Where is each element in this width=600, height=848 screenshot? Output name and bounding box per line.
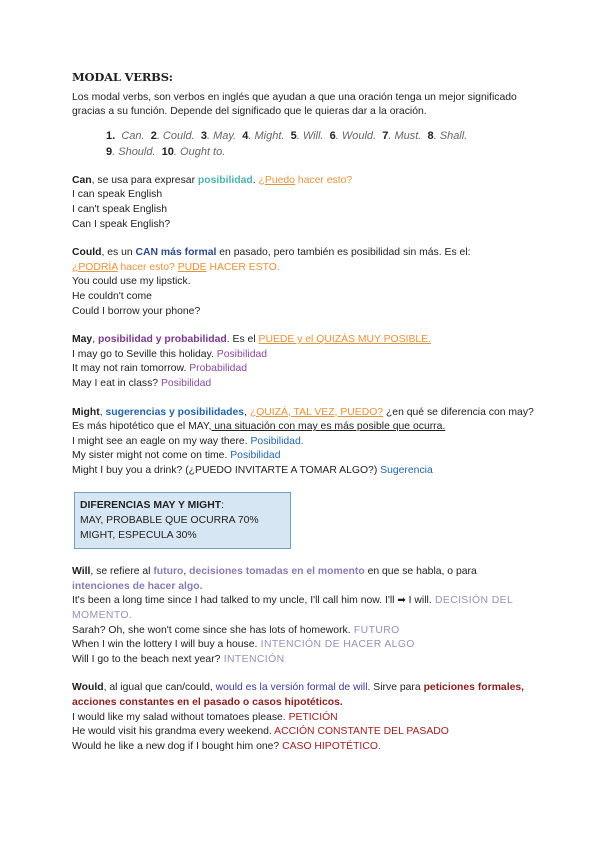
list-number: 3 (200, 129, 207, 142)
would-text: , al igual que can/could, (103, 682, 216, 694)
will-highlight: intenciones de hacer algo. (72, 580, 203, 592)
may-word: May (72, 334, 93, 346)
example-text: May I eat in class? (72, 377, 159, 389)
list-number: 4 (242, 129, 249, 142)
could-example-2: He couldn't come (72, 290, 152, 302)
would-highlight: would es la versión formal de will (215, 682, 368, 694)
example-text: I may go to Seville this holiday. (72, 348, 214, 360)
can-question-underlined: Puedo (264, 174, 295, 186)
list-number: 9 (106, 145, 113, 158)
could-text: , es un (101, 247, 136, 259)
might-example-1 (72, 435, 534, 450)
box-heading-colon: : (221, 500, 224, 512)
would-text: . Sirve para (367, 682, 424, 694)
will-text: en que se habla, o para (364, 566, 477, 578)
may-definition (72, 333, 534, 348)
example-tag: ACCIÓN CONSTANTE DEL PASADO (271, 726, 449, 738)
example-tag: Posibilidad (158, 377, 212, 389)
could-question (72, 261, 534, 276)
will-example-1 (72, 594, 534, 623)
may-example-3 (72, 377, 534, 392)
could-question-underlined: ¿PODRÍA (72, 261, 118, 273)
example-text: I might see an eagle on my way there. (72, 435, 248, 447)
will-highlight: decisiones tomadas en el momento (189, 566, 365, 578)
section-can (72, 174, 534, 232)
can-example-1: I can speak English (72, 189, 163, 201)
can-example-2: I can't speak English (72, 203, 167, 215)
might-text: ¿en qué se diferencia con may? Es más hipotético que el MAY, (72, 406, 534, 433)
example-tag: Probabilidad (186, 363, 247, 375)
example-text: My sister might not come on time. (72, 450, 228, 462)
list-item: . May. (206, 129, 237, 142)
can-question: ¿ (258, 174, 265, 186)
example-text: It's been a long time since I had talked to my uncle, I'll call him now. I'll (72, 595, 398, 607)
list-number: 2 (150, 129, 157, 142)
will-word: Will (72, 566, 91, 578)
intro-paragraph: Los modal verbs, son verbos en inglés que ayudan a que una oración tenga un mejor significado gracias a su función. Depende del significado que le quieras dar a la oración. (72, 91, 517, 118)
list-number: 5 (290, 129, 297, 142)
list-item: . Might. (248, 129, 285, 142)
could-word: Could (72, 247, 102, 259)
example-tag: FUTURO (350, 624, 400, 636)
will-text: , se refiere al (90, 566, 154, 578)
page-title: MODAL VERBS: (72, 70, 173, 84)
will-example-3 (72, 638, 534, 653)
would-word: Would (72, 682, 104, 694)
list-item: . Ought to. (173, 145, 226, 158)
example-tag: Posibilidad. (247, 435, 304, 447)
might-highlight: sugerencias y posibilidades (105, 406, 245, 418)
can-example-3: Can I speak English? (72, 218, 171, 230)
example-text: I will. (405, 595, 432, 607)
example-text: Sarah? Oh, she won't come since she has lots of homework. (72, 624, 351, 636)
may-example-1 (72, 348, 534, 363)
might-definition (72, 406, 534, 435)
might-underlined-text: una situación con may es más posible que ocurra. (211, 421, 446, 433)
could-question-text: hacer esto? (117, 261, 178, 273)
box-heading (80, 499, 284, 514)
example-tag: INTENCIÓN DE HACER ALGO (257, 639, 415, 651)
example-text: When I win the lottery I will buy a house. (72, 639, 258, 651)
list-number: 1. (106, 129, 116, 142)
could-example-3: Could I borrow your phone? (72, 305, 201, 317)
list-number: 8 (427, 129, 434, 142)
section-may (72, 333, 534, 391)
section-might (72, 406, 534, 479)
may-might-differences-box (74, 492, 291, 549)
example-tag: PETICIÓN (285, 711, 338, 723)
list-number: 6 (329, 129, 336, 142)
example-tag: DECISIÓN DEL MOMENTO. (72, 595, 513, 622)
would-example-2 (72, 725, 534, 740)
example-text: Would he like a new dog if I bought him one? (72, 740, 280, 752)
document-page (72, 70, 534, 768)
could-example-1: You could use my lipstick. (72, 276, 191, 288)
example-tag: Sugerencia (377, 464, 433, 476)
list-item: . Will. (296, 129, 324, 142)
could-definition (72, 246, 534, 261)
may-text: , (92, 334, 98, 346)
list-item: . Would. (335, 129, 377, 142)
can-text: . (252, 174, 259, 186)
example-text: Might I buy you a drink? (¿PUEDO INVITARTE A TOMAR ALGO?) (72, 464, 378, 476)
may-question: PUEDE y el QUIZÁS MUY POSIBLE. (258, 334, 431, 346)
might-word: Might (72, 406, 100, 418)
example-tag: Posibilidad (213, 348, 268, 360)
example-tag: CASO HIPOTÉTICO. (279, 740, 381, 752)
would-example-1 (72, 711, 534, 726)
section-could (72, 246, 534, 319)
example-text: I would like my salad without tomatoes please. (72, 711, 286, 723)
box-line-might: MIGHT, ESPECULA 30% (80, 529, 197, 541)
might-question: ¿QUIZÁ, TAL VEZ, PUEDO? (249, 406, 384, 418)
might-text: , (99, 406, 106, 418)
section-would (72, 681, 534, 754)
list-item: . Shall. (433, 129, 468, 142)
will-text: , (183, 566, 190, 578)
list-item: . Should. (112, 145, 156, 158)
might-text: , (244, 406, 250, 418)
might-example-3 (72, 464, 534, 479)
example-text: It may not rain tomorrow. (72, 363, 187, 375)
can-definition (72, 174, 534, 189)
may-text: . Es el (226, 334, 259, 346)
can-question: hacer esto? (294, 174, 353, 186)
box-heading-text: DIFERENCIAS MAY Y MIGHT (80, 500, 222, 512)
could-text: en pasado, pero también es posibilidad sin más. Es el: (216, 247, 471, 259)
will-example-2 (72, 624, 534, 639)
would-highlight-uses: peticiones formales, acciones constantes en el pasado o casos hipotéticos. (72, 682, 525, 708)
will-definition (72, 565, 534, 594)
example-text: Will I go to the beach next year? (72, 653, 221, 665)
could-highlight: CAN más formal (135, 247, 217, 259)
modal-verbs-list (72, 128, 534, 160)
could-question-text: HACER ESTO. (206, 261, 280, 273)
can-word: Can (72, 174, 92, 186)
right-arrow-icon: ➡ (397, 595, 406, 607)
may-highlight: posibilidad y probabilidad (98, 334, 227, 346)
example-text: He would visit his grandma every weekend. (72, 726, 272, 738)
example-tag: Posibilidad (227, 450, 281, 462)
list-item: . Could. (156, 129, 195, 142)
list-item: Can. (121, 129, 145, 142)
will-example-4 (72, 653, 534, 668)
can-highlight: posibilidad (197, 174, 253, 186)
list-number: 10 (161, 145, 174, 158)
section-will (72, 565, 534, 667)
would-example-3 (72, 740, 534, 755)
list-item: . Must. (388, 129, 422, 142)
could-question-underlined: PUDE (177, 261, 207, 273)
box-line-may: MAY, PROBABLE QUE OCURRA 70% (80, 515, 259, 527)
list-number: 7 (382, 129, 389, 142)
would-definition (72, 681, 534, 710)
example-tag: INTENCIÓN (220, 653, 285, 665)
will-highlight: futuro (153, 566, 184, 578)
may-example-2 (72, 362, 534, 377)
can-text: , se usa para expresar (91, 174, 198, 186)
might-example-2 (72, 449, 534, 464)
